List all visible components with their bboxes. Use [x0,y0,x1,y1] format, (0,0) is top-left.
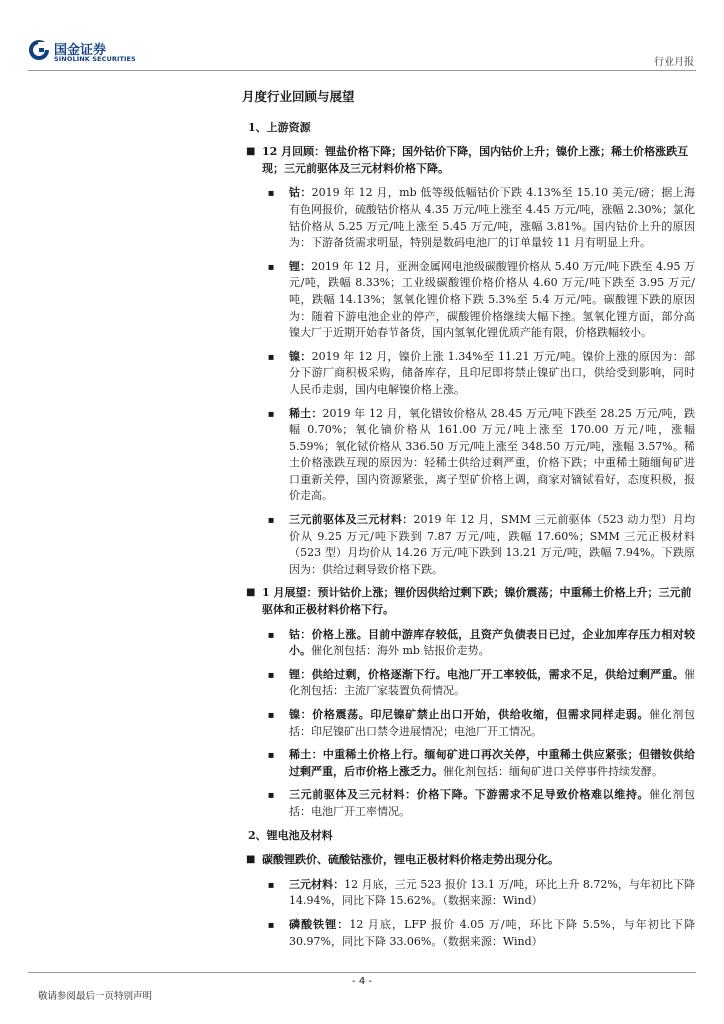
sinolink-logo [28,39,136,71]
battery-summary: ■ 碳酸锂跌价、硫酸钴涨价，锂电正极材料价格走势出现分化。 [240,852,695,869]
item-text: 催化剂包括：印尼镍矿出口禁令进展情况；电池厂开工情况。 [289,708,696,738]
item-text: 2019 年 12 月，亚洲金属网电池级碳酸锂价格从 5.40 万元/吨下跌至 4.95 万元/吨，跌幅 8.33%；工业级碳酸锂价格价格从 4.60 万元/吨下跌至 3.95 万元/吨，跌幅 14.13%；氢氧化锂价格下跌 5.3%至 5.4 万元/吨。碳酸锂下跌的原因为：随着下游电池企业的停产，碳酸锂价格继续大幅下挫。氢氧化锂方面，部分高镍大厂于近期开始春节备货，国内氢氧化锂优质产能有限，价格跌幅较小。 [289,259,696,340]
outlook-summary: ■ 1 月展望：预计钴价上涨；锂价因供给过剩下跌；镍价震荡；中重稀土价格上升；三元前驱体和正极材料价格下行。 [240,585,695,618]
item-text: 催化剂包括：电池厂开工率情况。 [289,788,696,818]
header-divider [28,70,696,71]
battery-item-lfp [240,917,695,950]
subsection-battery-title: 2、锂电池及材料 [248,828,333,842]
item-text: 2019 年 12 月，镍价上涨 1.34%至 11.21 万元/吨。镍价上涨的原因为：部分下游厂商积极采购，储备库存，且印尼即将禁止镍矿出口，供给受到影响，同时人民币走弱，国内电解镍价格上涨。 [289,349,695,396]
report-body [240,82,695,957]
item-key: 三元材料： [289,877,345,891]
review-item-rare-earth [240,406,695,506]
item-key: 磷酸铁锂： [289,917,350,931]
item-key: 锂： [289,259,312,273]
item-bold: 中重稀土价格上行。缅甸矿进口再次关停，中重稀土供应紧张；但镨钕供给过剩严重，后市价格上涨乏力。 [289,748,695,778]
page-header [0,0,724,80]
report-type-label: 行业月报 [654,57,694,68]
outlook-item-lithium [240,667,695,700]
item-key: 钴： [289,627,312,641]
review-item-cobalt [240,185,695,251]
brand-name-en: SINOLINK SECURITIES [54,55,136,63]
item-key: 钴： [289,186,312,200]
review-list [240,185,695,578]
outlook-item-cobalt [240,627,695,660]
item-bold: 价格上涨。目前中游库存较低，且资产负债表日已过，企业加库存压力相对较小。 [289,627,696,658]
disclaimer-note: 敬请参阅最后一页特别声明 [38,991,153,1002]
page-number: - 4 - [352,976,372,987]
item-key: 稀土： [289,748,323,762]
outlook-item-ternary [240,787,695,820]
item-text: 催化剂包括：主流厂家装置负荷情况。 [289,667,696,698]
outlook-list [240,627,695,821]
subsection-upstream-title: 1、上游资源 [248,120,311,134]
footer-divider [28,972,696,973]
item-bold: 价格震荡。印尼镍矿禁止出口开始，供给收缩，但需求同样走弱。 [312,708,650,721]
item-text: 2019 年 12 月，mb 低等级低幅钴价下跌 4.13%至 15.10 美元/磅；据上海有色网报价，硫酸钴价格从 4.35 万元/吨上涨至 4.45 万元/吨，涨幅 2.30%；氯化钴价格从 5.25 万元/吨上涨至 5.45 万元/吨，涨幅 3.81%。国内钴价上升的原因为：下游备货需求明显，特别是数码电池厂的订单量较 11 月有明显上升。 [289,186,695,250]
outlook-item-nickel [240,707,695,740]
review-summary: ■ 12 月回顾：锂盐价格下降；国外钴价下降，国内钴价上升；镍价上涨；稀土价格涨跌互现；三元前驱体及三元材料价格下降。 [240,144,695,177]
review-item-lithium [240,259,695,342]
item-key: 三元前驱体及三元材料： [289,513,414,527]
brand-name-cn: 国金证券 [54,43,107,58]
battery-list [240,877,695,950]
item-key: 三元前驱体及三元材料： [289,788,417,802]
item-text: 催化剂包括：缅甸矿进口关停事件持续发酵。 [443,764,663,778]
item-text: 12 月底，三元 523 报价 13.1 万/吨，环比上升 8.72%，与年初比下降 14.94%，同比下降 15.62%。（数据来源：Wind） [289,877,695,908]
item-key: 镍： [289,349,312,363]
item-key: 镍： [289,708,313,721]
review-item-nickel [240,349,695,399]
item-text: 2019 年 12 月，氧化镨钕价格从 28.45 万元/吨下跌至 28.25 万元/吨，跌幅 0.70%；氧化镝价格从 161.00 万元/吨上涨至 170.00 万元/吨，涨幅 5.59%；氧化铽价格从 336.50 万元/吨上涨至 348.50 万元/吨，涨幅 3.57%。稀土价格涨跌互现的原因为：轻稀土供给过剩严重，价格下跌；中重稀土随缅甸矿进口重新关停，国内资源紧张，离子型矿价格上调，商家对镝铽看好，态度积极，报价走高。 [289,406,696,503]
item-key: 稀土： [289,406,323,420]
item-bold: 供给过剩，价格逐渐下行。电池厂开工率较低，需求不足，供给过剩严重。 [311,667,685,681]
section-title: 月度行业回顾与展望 [242,89,355,104]
sinolink-logo-icon [28,39,50,61]
item-text: 2019 年 12 月，SMM 三元前驱体（523 动力型）月均价从 9.25 万元/吨下跌到 7.87 万元/吨，跌幅 17.60%；SMM 三元正极材料（523 型）月均价从 14.26 万元/吨下跌到 13.21 万元/吨，跌幅 7.94%。下跌原因为：供给过剩导致价格下跌。 [289,513,696,576]
review-item-ternary [240,512,695,578]
item-text: 催化剂包括：海外 mb 钴报价走势。 [311,644,490,658]
battery-item-ternary [240,877,695,910]
item-key: 锂： [289,667,312,681]
outlook-item-rare-earth [240,747,695,780]
item-text: 12 月底，LFP 报价 4.05 万/吨，环比下降 5.5%，与年初比下降 30.97%，同比下降 33.06%。（数据来源：Wind） [289,917,695,948]
item-bold: 价格下降。下游需求不足导致价格难以维持。 [416,788,650,802]
